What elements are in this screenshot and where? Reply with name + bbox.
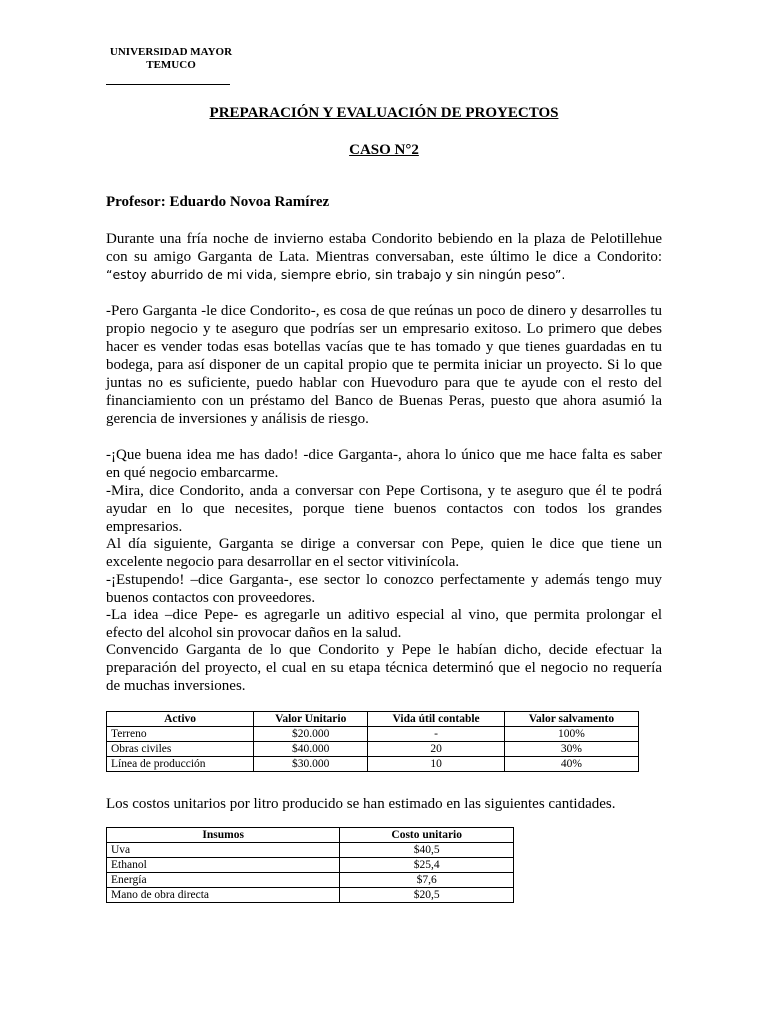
- table-cell: Obras civiles: [107, 742, 254, 757]
- column-header: Valor salvamento: [504, 712, 638, 727]
- table-cell: $20.000: [254, 727, 368, 742]
- paragraph-condorito-advice: -Pero Garganta -le dice Condorito-, es cosa de que reúnas un poco de dinero y desarrolles tu propio negocio y te aseguro que podrías ser un empresario exitoso. Lo primero que debes hacer es vender todas esas botellas vacías que te has tomado y que tienes guardadas en tu bodega, para así disponer de un capital propio que te permita iniciar un proyecto. Si lo que juntas no es suficiente, puedo hablar con Huevoduro para que te ayude con el resto del financiamiento con un préstamo del Banco de Buenas Peras, puesto que ahora asumió la gerencia de inversiones y análisis de riesgo.: [106, 303, 662, 427]
- document-title: PREPARACIÓN Y EVALUACIÓN DE PROYECTOS: [209, 105, 559, 121]
- table-cell: 30%: [504, 742, 638, 757]
- table-cell: $20,5: [340, 888, 514, 903]
- header-divider: [106, 84, 230, 85]
- table-cell: Mano de obra directa: [107, 888, 340, 903]
- column-header: Vida útil contable: [368, 712, 505, 727]
- assets-table: [106, 711, 639, 772]
- paragraph-estupendo: -¡Estupendo! –dice Garganta-, ese sector lo conozco perfectamente y además tengo muy buenos contactos con proveedores.: [106, 572, 662, 606]
- paragraph-idea: -La idea –dice Pepe- es agregarle un aditivo especial al vino, que permita prolongar el efecto del alcohol sin provocar daños en la salud.: [106, 607, 662, 641]
- table-cell: Terreno: [107, 727, 254, 742]
- column-header: Activo: [107, 712, 254, 727]
- column-header: Costo unitario: [340, 828, 514, 843]
- university-name: UNIVERSIDAD MAYOR: [109, 46, 233, 58]
- column-header: Valor Unitario: [254, 712, 368, 727]
- table-row: [107, 858, 514, 873]
- case-number: CASO N°2: [349, 142, 419, 158]
- intro-quote: “estoy aburrido de mi vida, siempre ebrio, sin trabajo y sin ningún peso”.: [106, 267, 566, 282]
- inputs-table: [106, 827, 514, 903]
- table-cell: 20: [368, 742, 505, 757]
- table-row: [107, 757, 639, 772]
- table-cell: $30.000: [254, 757, 368, 772]
- table-cell: 100%: [504, 727, 638, 742]
- table-header-row: [107, 828, 514, 843]
- university-header: [106, 46, 236, 72]
- paragraph-unit-costs: Los costos unitarios por litro producido se han estimado en las siguientes cantidades.: [106, 796, 616, 812]
- paragraph-convinced: Convencido Garganta de lo que Condorito y Pepe le habían dicho, decide efectuar la preparación del proyecto, el cual en su etapa técnica determinó que el negocio no requería de muchas inversiones.: [106, 642, 662, 694]
- column-header: Insumos: [107, 828, 340, 843]
- university-city: TEMUCO: [146, 59, 196, 71]
- table-cell: Ethanol: [107, 858, 340, 873]
- professor-line: Profesor: Eduardo Novoa Ramírez: [106, 194, 330, 210]
- table-row: [107, 843, 514, 858]
- table-cell: 10: [368, 757, 505, 772]
- table-cell: $40,5: [340, 843, 514, 858]
- paragraph-pepe-cortisona: -Mira, dice Condorito, anda a conversar con Pepe Cortisona, y te aseguro que él te podrá ayudar en lo que necesites, porque tiene buenos contactos con todos los grandes empresarios.: [106, 483, 662, 535]
- table-cell: Energía: [107, 873, 340, 888]
- table-header-row: [107, 712, 639, 727]
- paragraph-next-day: Al día siguiente, Garganta se dirige a conversar con Pepe, quien le dice que tiene un excelente negocio para desarrollar en el sector vitivinícola.: [106, 536, 662, 570]
- table-cell: Uva: [107, 843, 340, 858]
- table-cell: $40.000: [254, 742, 368, 757]
- table-row: [107, 742, 639, 757]
- intro-text: Durante una fría noche de invierno estaba Condorito bebiendo en la plaza de Pelotillehue con su amigo Garganta de Lata. Mientras conversaban, este último le dice a Condorito:: [106, 231, 662, 265]
- table-cell: -: [368, 727, 505, 742]
- table-cell: 40%: [504, 757, 638, 772]
- table-row: [107, 873, 514, 888]
- paragraph-garganta-reply: -¡Que buena idea me has dado! -dice Garganta-, ahora lo único que me hace falta es saber en qué negocio embarcarme.: [106, 447, 662, 481]
- table-row: [107, 888, 514, 903]
- table-cell: $25,4: [340, 858, 514, 873]
- table-cell: Línea de producción: [107, 757, 254, 772]
- intro-paragraph: [106, 230, 662, 284]
- table-cell: $7,6: [340, 873, 514, 888]
- table-row: [107, 727, 639, 742]
